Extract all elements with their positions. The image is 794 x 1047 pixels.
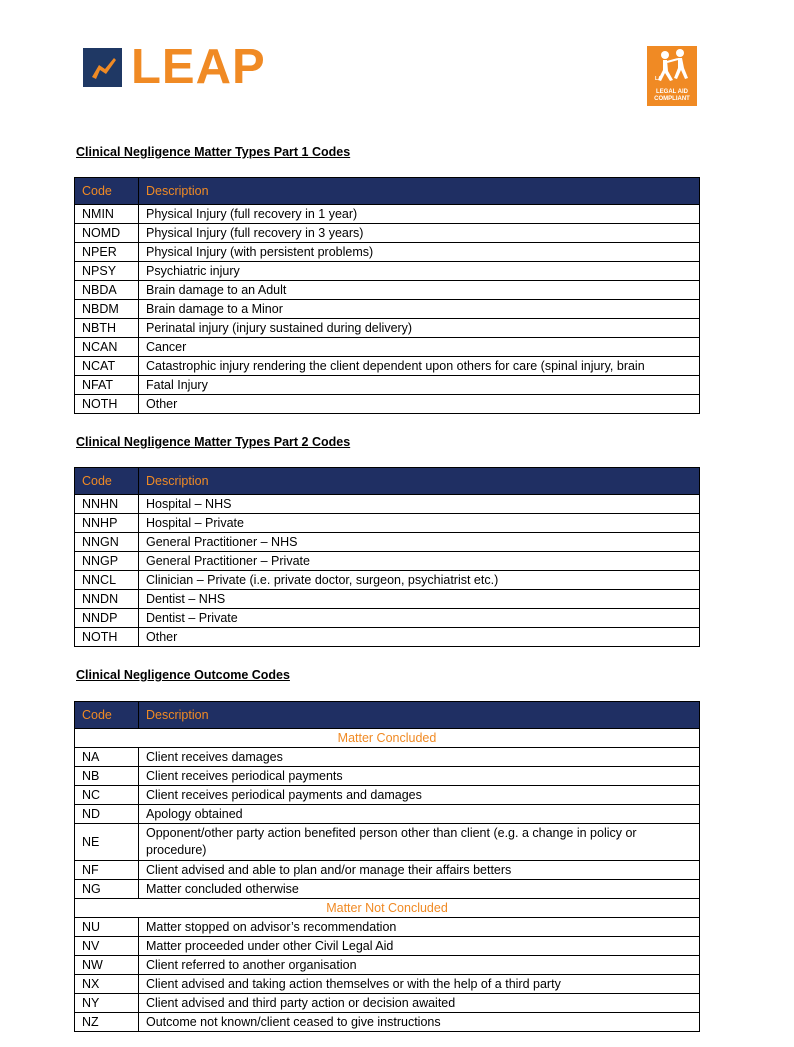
badge-label: LA — [655, 76, 662, 82]
section-row — [75, 729, 700, 748]
code-cell: NCAT — [75, 357, 139, 376]
description-cell: Perinatal injury (injury sustained during delivery) — [139, 319, 700, 338]
people-climbing-icon — [647, 46, 697, 90]
description-cell: General Practitioner – NHS — [139, 533, 700, 552]
code-cell: NPER — [75, 243, 139, 262]
description-cell: Dentist – NHS — [139, 590, 700, 609]
code-cell: NV — [75, 937, 139, 956]
description-cell: Opponent/other party action benefited person other than client (e.g. a change in policy or procedure) — [139, 824, 700, 861]
table-row — [75, 205, 700, 224]
column-header-code: Code — [75, 702, 139, 729]
table-row — [75, 975, 700, 994]
table-row — [75, 590, 700, 609]
description-cell: Matter stopped on advisor’s recommendation — [139, 918, 700, 937]
leap-logo-mark — [83, 48, 122, 87]
description-cell: Hospital – Private — [139, 514, 700, 533]
section-row — [75, 899, 700, 918]
code-cell: NNGN — [75, 533, 139, 552]
part2-table — [74, 467, 700, 647]
section-label: Matter Concluded — [75, 729, 700, 748]
outcome-table — [74, 701, 700, 1032]
description-cell: Client advised and able to plan and/or manage their affairs betters — [139, 861, 700, 880]
code-cell: NU — [75, 918, 139, 937]
description-cell: Apology obtained — [139, 805, 700, 824]
column-header-code: Code — [75, 178, 139, 205]
code-cell: NOTH — [75, 628, 139, 647]
column-header-description: Description — [139, 702, 700, 729]
table-row — [75, 628, 700, 647]
table-row — [75, 918, 700, 937]
description-cell: Psychiatric injury — [139, 262, 700, 281]
badge-text — [647, 89, 697, 103]
code-cell: NNCL — [75, 571, 139, 590]
part1-table — [74, 177, 700, 414]
description-cell: Cancer — [139, 338, 700, 357]
code-cell: NF — [75, 861, 139, 880]
code-cell: NOTH — [75, 395, 139, 414]
table-row — [75, 514, 700, 533]
code-cell: NMIN — [75, 205, 139, 224]
code-cell: NFAT — [75, 376, 139, 395]
part1-title: Clinical Negligence Matter Types Part 1 Codes — [76, 145, 351, 159]
description-cell: Matter proceeded under other Civil Legal Aid — [139, 937, 700, 956]
code-cell: ND — [75, 805, 139, 824]
table-row — [75, 609, 700, 628]
column-header-description: Description — [139, 468, 700, 495]
code-cell: NNDP — [75, 609, 139, 628]
code-cell: NBDA — [75, 281, 139, 300]
description-cell: Client advised and third party action or decision awaited — [139, 994, 700, 1013]
code-cell: NW — [75, 956, 139, 975]
table-row — [75, 1013, 700, 1032]
table-header-row — [75, 178, 700, 205]
table-row — [75, 243, 700, 262]
description-cell: Client advised and taking action themselves or with the help of a third party — [139, 975, 700, 994]
table-row — [75, 533, 700, 552]
table-row — [75, 748, 700, 767]
code-cell: NZ — [75, 1013, 139, 1032]
description-cell: Catastrophic injury rendering the client dependent upon others for care (spinal injury, brain — [139, 357, 700, 376]
table-row — [75, 224, 700, 243]
table-row — [75, 338, 700, 357]
badge-line-1: LEGAL AID — [655, 89, 688, 95]
description-cell: Client receives periodical payments — [139, 767, 700, 786]
code-cell: NBDM — [75, 300, 139, 319]
table-row — [75, 571, 700, 590]
table-row — [75, 376, 700, 395]
table-row — [75, 805, 700, 824]
table-row — [75, 319, 700, 338]
badge-line-2: COMPLIANT — [654, 96, 690, 102]
column-header-description: Description — [139, 178, 700, 205]
code-cell: NE — [75, 824, 139, 861]
code-cell: NOMD — [75, 224, 139, 243]
code-cell: NNDN — [75, 590, 139, 609]
description-cell: Client receives damages — [139, 748, 700, 767]
outcome-title: Clinical Negligence Outcome Codes — [76, 668, 290, 682]
code-cell: NC — [75, 786, 139, 805]
description-cell: Matter concluded otherwise — [139, 880, 700, 899]
code-cell: NY — [75, 994, 139, 1013]
table-row — [75, 357, 700, 376]
section-label: Matter Not Concluded — [75, 899, 700, 918]
table-row — [75, 262, 700, 281]
code-cell: NA — [75, 748, 139, 767]
part2-title: Clinical Negligence Matter Types Part 2 Codes — [76, 435, 351, 449]
table-row — [75, 994, 700, 1013]
description-cell: Other — [139, 395, 700, 414]
table-row — [75, 395, 700, 414]
legal-aid-compliant-badge — [647, 46, 697, 106]
logo-text: LEAP — [131, 40, 266, 94]
column-header-code: Code — [75, 468, 139, 495]
code-cell: NNHP — [75, 514, 139, 533]
description-cell: Physical Injury (full recovery in 3 years) — [139, 224, 700, 243]
table-row — [75, 281, 700, 300]
code-cell: NNHN — [75, 495, 139, 514]
description-cell: Hospital – NHS — [139, 495, 700, 514]
description-cell: Dentist – Private — [139, 609, 700, 628]
table-row — [75, 956, 700, 975]
runner-icon — [83, 48, 122, 87]
description-cell: Client receives periodical payments and damages — [139, 786, 700, 805]
code-cell: NNGP — [75, 552, 139, 571]
code-cell: NBTH — [75, 319, 139, 338]
table-header-row — [75, 468, 700, 495]
code-cell: NX — [75, 975, 139, 994]
code-cell: NG — [75, 880, 139, 899]
table-row — [75, 824, 700, 861]
table-row — [75, 552, 700, 571]
description-cell: Fatal Injury — [139, 376, 700, 395]
table-row — [75, 937, 700, 956]
description-cell: Client referred to another organisation — [139, 956, 700, 975]
table-row — [75, 300, 700, 319]
table-row — [75, 767, 700, 786]
description-cell: Physical Injury (with persistent problems) — [139, 243, 700, 262]
code-cell: NPSY — [75, 262, 139, 281]
description-cell: Brain damage to a Minor — [139, 300, 700, 319]
code-cell: NCAN — [75, 338, 139, 357]
description-cell: Other — [139, 628, 700, 647]
table-row — [75, 495, 700, 514]
description-cell: Outcome not known/client ceased to give instructions — [139, 1013, 700, 1032]
leap-logo — [83, 40, 266, 94]
description-cell: Clinician – Private (i.e. private doctor, surgeon, psychiatrist etc.) — [139, 571, 700, 590]
code-cell: NB — [75, 767, 139, 786]
table-row — [75, 861, 700, 880]
description-cell: Brain damage to an Adult — [139, 281, 700, 300]
table-row — [75, 786, 700, 805]
description-cell: Physical Injury (full recovery in 1 year) — [139, 205, 700, 224]
table-header-row — [75, 702, 700, 729]
table-row — [75, 880, 700, 899]
description-cell: General Practitioner – Private — [139, 552, 700, 571]
